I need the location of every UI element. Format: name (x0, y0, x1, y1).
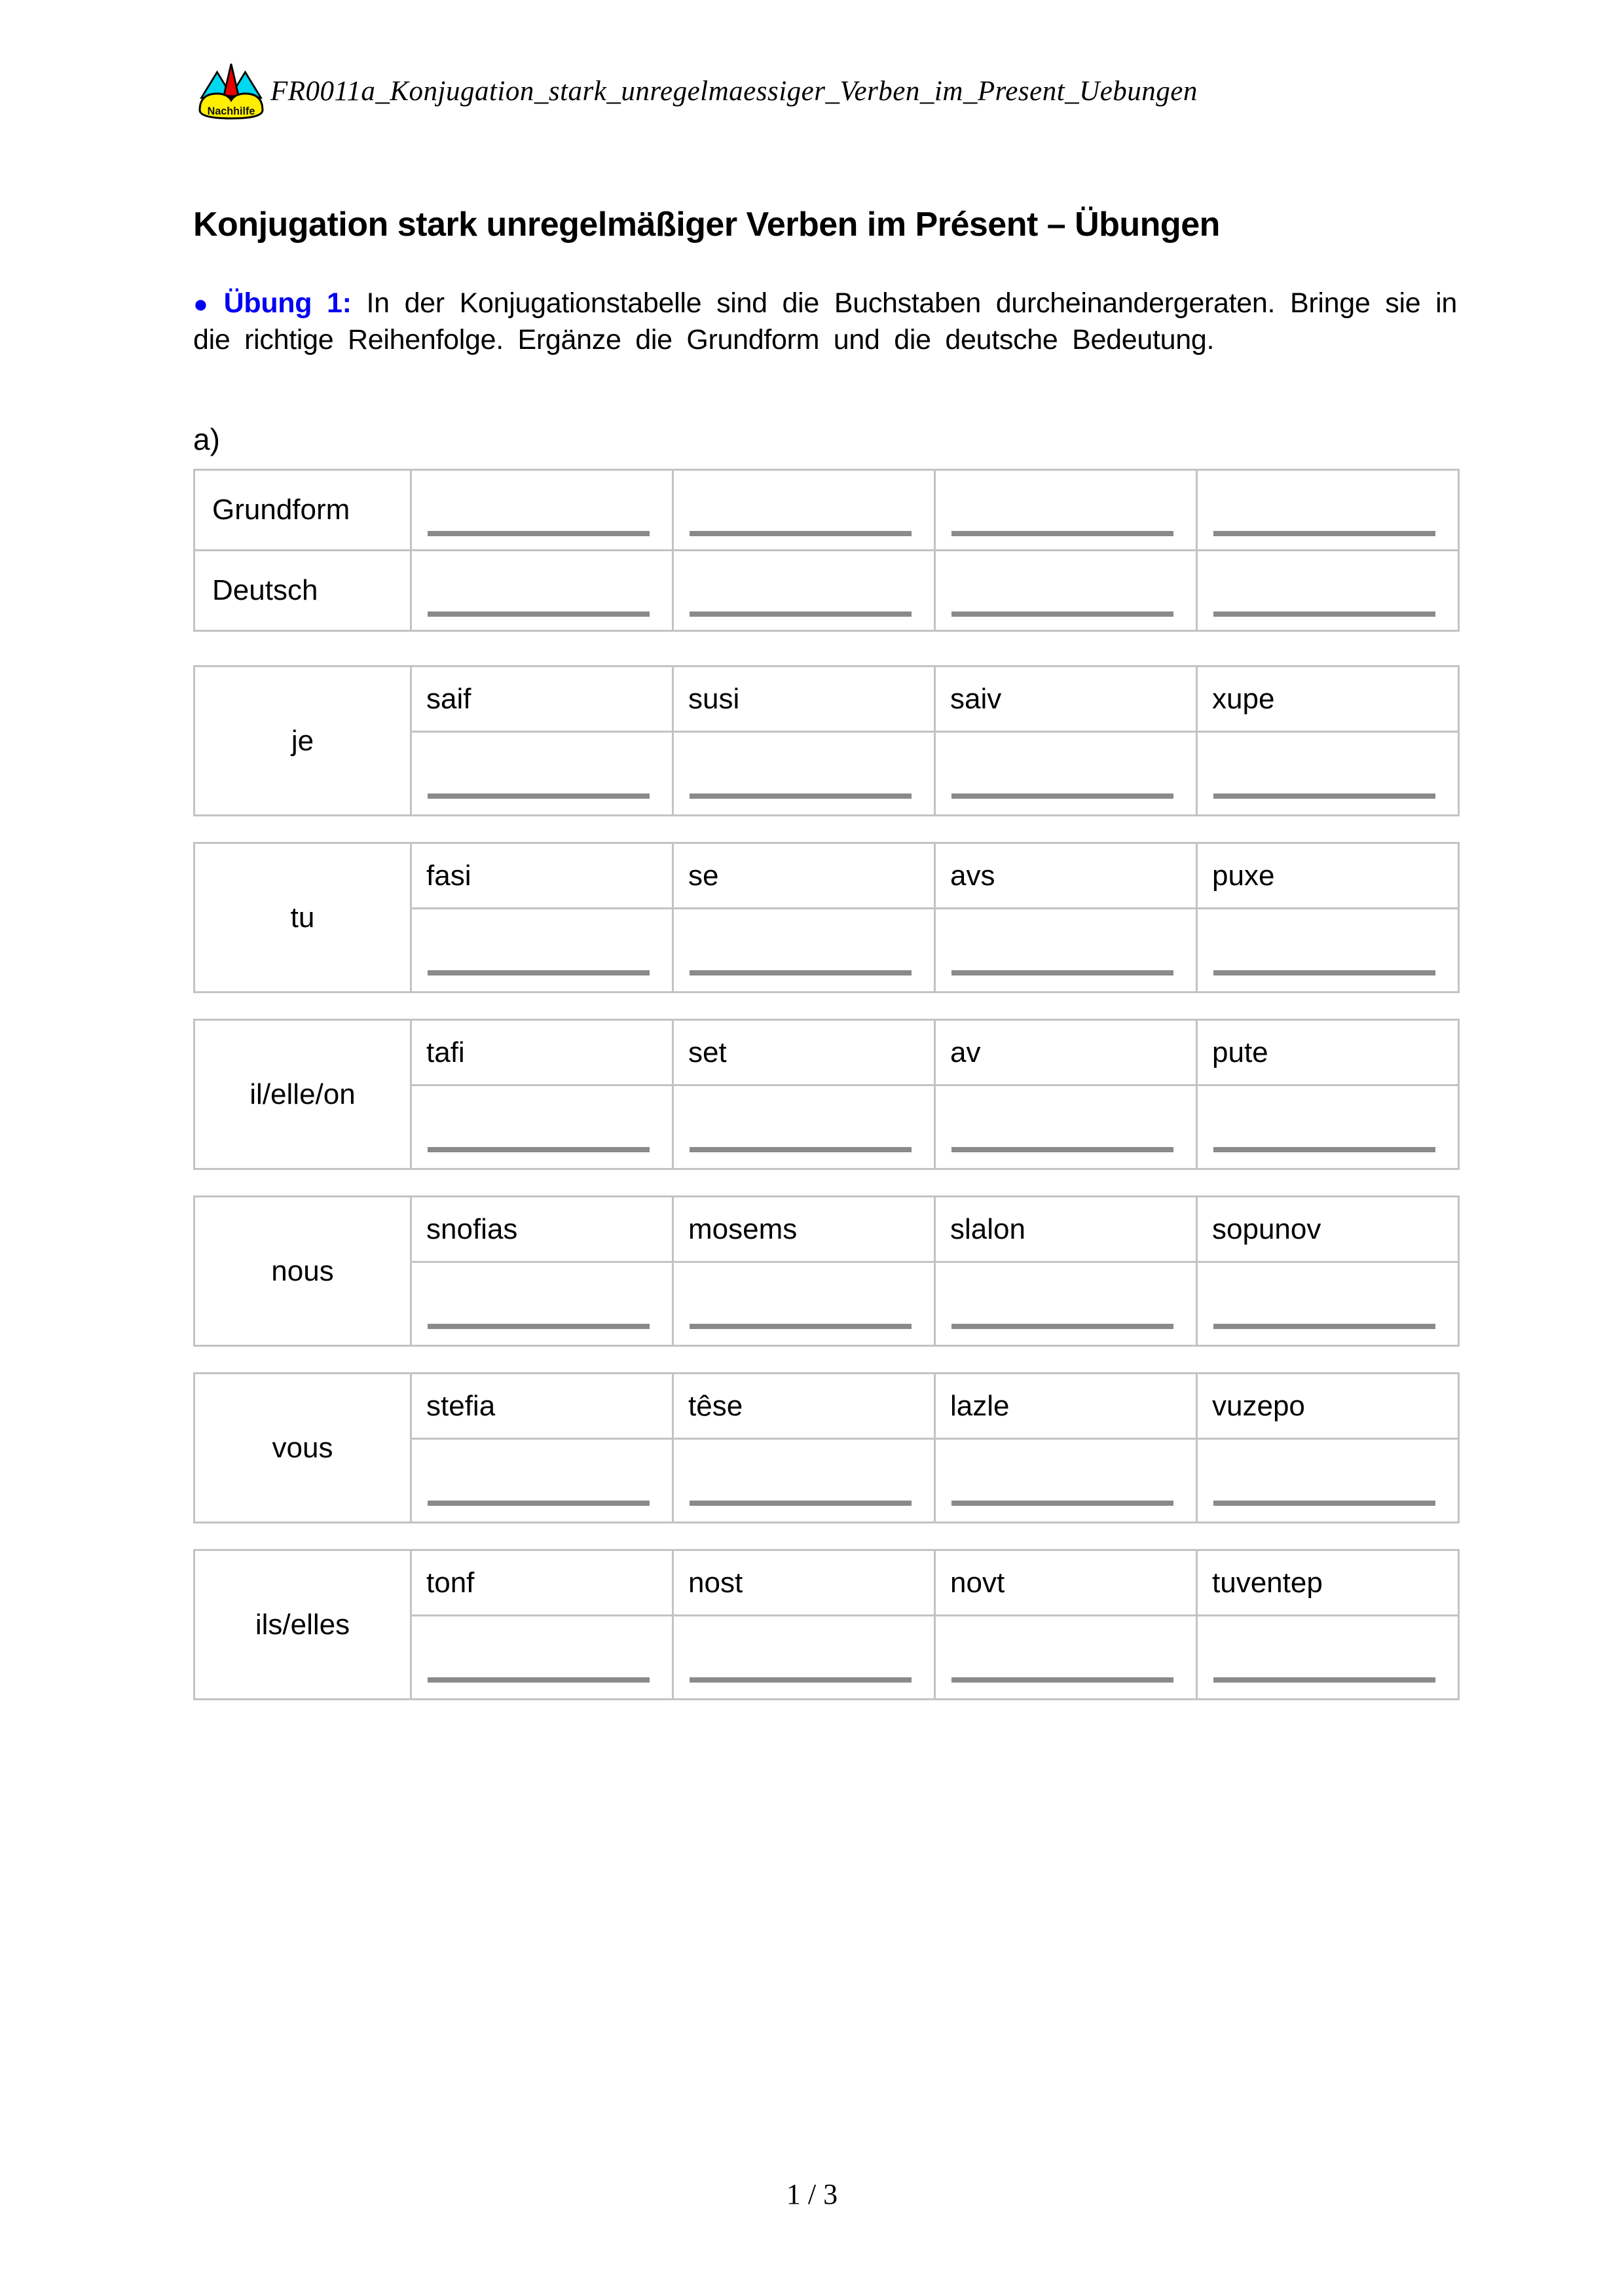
answer-blank-cell (673, 1262, 935, 1346)
answer-blank-cell (673, 1085, 935, 1169)
nachhilfe-logo-icon (196, 61, 266, 126)
pronoun-cell: il/elle/on (194, 1020, 411, 1169)
pronoun-cell: tu (194, 843, 411, 993)
scrambled-word-cell: se (673, 843, 935, 909)
writing-line (428, 531, 650, 536)
scrambled-word-cell: saif (411, 666, 673, 732)
answer-table (193, 469, 1460, 632)
scrambled-word-cell: saiv (935, 666, 1197, 732)
writing-line (951, 1677, 1173, 1683)
scrambled-word-cell: novt (935, 1550, 1197, 1616)
writing-line (428, 1324, 650, 1329)
answer-table-row-grundform (194, 470, 1459, 551)
writing-line (1213, 970, 1435, 975)
answer-blank-cell (411, 1262, 673, 1346)
row-label-grundform: Grundform (194, 470, 411, 551)
scrambled-word-cell: nost (673, 1550, 935, 1616)
writing-line (428, 1147, 650, 1152)
scrambled-word-cell: susi (673, 666, 935, 732)
answer-blank-cell (1197, 1262, 1459, 1346)
writing-line (690, 1501, 912, 1506)
scrambled-word-cell: puxe (1197, 843, 1459, 909)
scrambled-word-cell: av (935, 1020, 1197, 1085)
scrambled-word-cell: tafi (411, 1020, 673, 1085)
answer-blank-cell (1197, 732, 1459, 816)
answer-blank-cell (935, 1439, 1197, 1523)
scrambled-word-row (194, 1020, 1459, 1085)
answer-blank-cell (1197, 551, 1459, 631)
answer-blank-cell (935, 551, 1197, 631)
scrambled-word-cell: avs (935, 843, 1197, 909)
writing-line (1213, 531, 1435, 536)
conjugation-table-je (193, 665, 1460, 816)
answer-blank-cell (673, 1616, 935, 1700)
answer-blank-cell (935, 1262, 1197, 1346)
writing-line (951, 970, 1173, 975)
writing-line (1213, 1677, 1435, 1683)
answer-blank-cell (411, 1439, 673, 1523)
conjugation-table-tu (193, 842, 1460, 993)
writing-line (951, 1501, 1173, 1506)
scrambled-word-cell: vuzepo (1197, 1374, 1459, 1439)
answer-blank-cell (673, 470, 935, 551)
bullet-icon: ● (193, 291, 209, 318)
scrambled-word-cell: stefia (411, 1374, 673, 1439)
writing-line (428, 1501, 650, 1506)
answer-blank-cell (935, 909, 1197, 993)
answer-table-row-deutsch (194, 551, 1459, 631)
writing-line (951, 1147, 1173, 1152)
writing-line (428, 970, 650, 975)
writing-line (951, 1324, 1173, 1329)
writing-line (1213, 1324, 1435, 1329)
writing-line (1213, 1501, 1435, 1506)
answer-blank-cell (1197, 909, 1459, 993)
answer-blank-cell (411, 470, 673, 551)
answer-blank-cell (673, 732, 935, 816)
logo-peak-red (224, 64, 239, 96)
answer-blank-cell (411, 1616, 673, 1700)
page-number: 1 / 3 (786, 2178, 838, 2210)
scrambled-word-cell: set (673, 1020, 935, 1085)
answer-blank-cell (1197, 470, 1459, 551)
answer-blank-cell (1197, 1616, 1459, 1700)
scrambled-word-cell: mosems (673, 1197, 935, 1262)
scrambled-word-row (194, 1550, 1459, 1616)
page-header (196, 61, 1375, 133)
logo-text: Nachhilfe (207, 105, 255, 118)
pronoun-cell: ils/elles (194, 1550, 411, 1700)
answer-blank-cell (411, 909, 673, 993)
exercise-instructions (193, 285, 1457, 359)
writing-line (690, 611, 912, 617)
conjugation-table-ils-elles (193, 1549, 1460, 1700)
scrambled-word-cell: slalon (935, 1197, 1197, 1262)
writing-line (1213, 793, 1435, 799)
answer-blank-cell (1197, 1439, 1459, 1523)
scrambled-word-cell: têse (673, 1374, 935, 1439)
scrambled-word-cell: tuventep (1197, 1550, 1459, 1616)
writing-line (951, 531, 1173, 536)
writing-line (951, 611, 1173, 617)
writing-line (690, 1147, 912, 1152)
scrambled-word-cell: fasi (411, 843, 673, 909)
row-label-deutsch: Deutsch (194, 551, 411, 631)
answer-blank-cell (935, 732, 1197, 816)
section-label: a) (193, 422, 220, 456)
scrambled-word-row (194, 843, 1459, 909)
writing-line (1213, 1147, 1435, 1152)
answer-blank-cell (935, 470, 1197, 551)
scrambled-word-cell: lazle (935, 1374, 1197, 1439)
answer-blank-cell (411, 732, 673, 816)
answer-blank-cell (1197, 1085, 1459, 1169)
scrambled-word-cell: pute (1197, 1020, 1459, 1085)
conjugation-table-il-elle-on (193, 1019, 1460, 1170)
answer-blank-cell (411, 1085, 673, 1169)
scrambled-word-cell: snofias (411, 1197, 673, 1262)
answer-blank-cell (673, 1439, 935, 1523)
pronoun-cell: vous (194, 1374, 411, 1523)
exercise-label: Übung 1: (223, 287, 352, 319)
pronoun-cell: je (194, 666, 411, 816)
scrambled-word-row (194, 666, 1459, 732)
exercise-text: In der Konjugationstabelle sind die Buchstaben durcheinandergeraten. Bringe sie in die richtige Reihenfolge. Ergänze die Grundform und die deutsche Bedeutung. (193, 287, 1457, 356)
scrambled-word-row (194, 1374, 1459, 1439)
writing-line (951, 793, 1173, 799)
writing-line (1213, 611, 1435, 617)
scrambled-word-cell: sopunov (1197, 1197, 1459, 1262)
pronoun-cell: nous (194, 1197, 411, 1346)
answer-blank-cell (673, 551, 935, 631)
conjugation-table-vous (193, 1372, 1460, 1523)
scrambled-word-row (194, 1197, 1459, 1262)
page-footer (0, 2178, 1624, 2211)
writing-line (690, 793, 912, 799)
scrambled-word-cell: xupe (1197, 666, 1459, 732)
answer-blank-cell (935, 1085, 1197, 1169)
page-title: Konjugation stark unregelmäßiger Verben im Présent – Übungen (193, 205, 1220, 244)
writing-line (690, 970, 912, 975)
writing-line (428, 1677, 650, 1683)
scrambled-word-cell: tonf (411, 1550, 673, 1616)
conjugation-table-nous (193, 1195, 1460, 1347)
writing-line (690, 1324, 912, 1329)
answer-blank-cell (411, 551, 673, 631)
answer-blank-cell (935, 1616, 1197, 1700)
writing-line (428, 611, 650, 617)
writing-line (690, 1677, 912, 1683)
document-code: FR0011a_Konjugation_stark_unregelmaessiger_Verben_im_Present_Uebungen (270, 76, 1198, 107)
writing-line (428, 793, 650, 799)
writing-line (690, 531, 912, 536)
answer-blank-cell (673, 909, 935, 993)
